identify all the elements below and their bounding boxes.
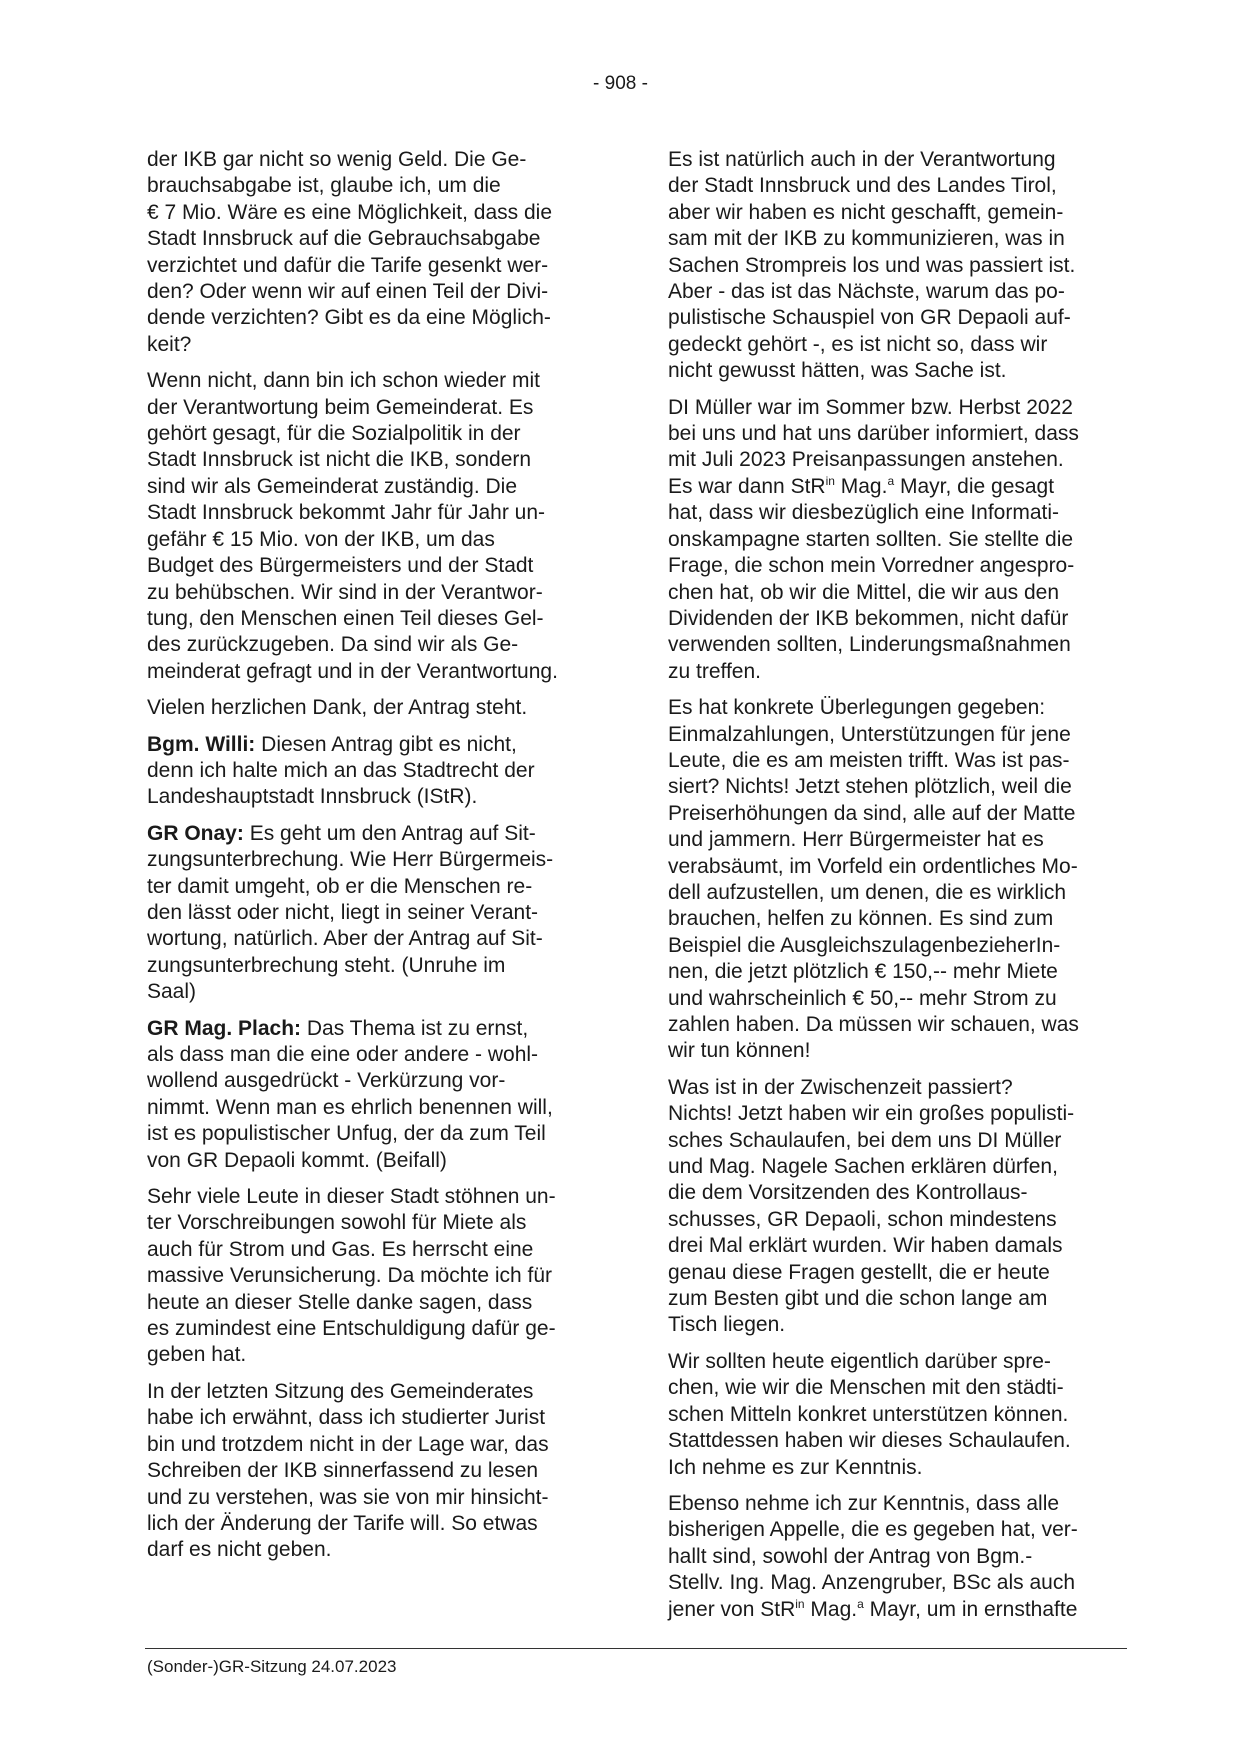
text-run: DI Müller war im Sommer bzw. Herbst 2022 bei uns und hat uns darüber informiert, dass mit Juli 2023 Preisanpassungen anstehen. Es war dann StR	[668, 395, 1079, 498]
speech-text: Diesen Antrag gibt es nicht, denn ich halte mich an das Stadtrecht der Landeshauptstadt Innsbruck (IStR).	[147, 732, 535, 809]
speech-text: Das Thema ist zu ernst, als dass man die eine oder andere - wohl- wollend ausgedrückt - Verkürzung vor- nimmt. Wenn man es ehrlich benennen will, ist es populistischer Unfug, der da zum Teil von GR Depaoli kommt. (Beifall)	[147, 1016, 553, 1172]
speech-gr-onay	[147, 821, 607, 1006]
paragraph: Es hat konkrete Überlegungen gegeben: Einmalzahlungen, Unterstützungen für jene Leute, die es am meisten trifft. Was ist pas- siert? Nichts! Jetzt stehen plötzlich, weil die Preiserhöhungen da sind, alle auf der Matte und jammern. Herr Bürgermeister hat es verabsäumt, im Vorfeld ein ordentliches Mo- dell aufzustellen, um denen, die es wirklich brauchen, helfen zu können. Es sind zum Beispiel die AusgleichszulagenbezieherIn- nen, die jetzt plötzlich € 150,-- mehr Miete und wahrscheinlich € 50,-- mehr Strom zu zahlen haben. Da müssen wir schauen, was wir tun können!	[668, 696, 1079, 1063]
paragraph: Sehr viele Leute in dieser Stadt stöhnen un- ter Vorschreibungen sowohl für Miete als auch für Strom und Gas. Es herrscht eine massive Verunsicherung. Da möchte ich für heute an dieser Stelle danke sagen, dass es zumindest eine Entschuldigung dafür ge- geben hat.	[147, 1185, 556, 1367]
right-column	[668, 147, 1128, 1633]
speaker-name: GR Onay:	[147, 821, 244, 845]
superscript: a	[857, 1596, 864, 1611]
text-run: Mayr, die gesagt hat, dass wir diesbezüglich eine Informati- onskampagne starten sollten. Sie stellte die Frage, die schon mein Vorredner angespro- chen hat, ob wir die Mittel, die wir aus den Dividenden der IKB bekommen, nicht dafür verwenden sollten, Linderungsmaßnahmen zu treffen.	[668, 474, 1075, 683]
paragraph: Was ist in der Zwischenzeit passiert? Nichts! Jetzt haben wir ein großes populisti- sches Schaulaufen, bei dem uns DI Müller und Mag. Nagele Sachen erklären dürfen, die dem Vorsitzenden des Kontrollaus- schusses, GR Depaoli, schon mindestens drei Mal erklärt wurden. Wir haben damals genau diese Fragen gestellt, die er heute zum Besten gibt und die schon lange am Tisch liegen.	[668, 1075, 1075, 1337]
paragraph	[668, 395, 1128, 685]
superscript: a	[887, 473, 895, 488]
page-number: - 908 -	[593, 73, 648, 94]
text-run: Mayr, um in ernsthafte	[863, 1597, 1078, 1621]
paragraph: Wenn nicht, dann bin ich schon wieder mit der Verantwortung beim Gemeinderat. Es gehört gesagt, für die Sozialpolitik in der Stadt Innsbruck ist nicht die IKB, sondern sind wir als Gemeinderat zuständig. Die Stadt Innsbruck bekommt Jahr für Jahr un- gefähr € 15 Mio. von der IKB, um das Budget des Bürgermeisters und der Stadt zu behübschen. Wir sind in der Verantwor- tung, den Menschen einen Teil dieses Gel- des zurückzugeben. Da sind wir als Ge- meinderat gefragt und in der Verantwortung.	[147, 369, 558, 683]
paragraph: der IKB gar nicht so wenig Geld. Die Ge- brauchsabgabe ist, glaube ich, um die € 7 Mio. Wäre es eine Möglichkeit, dass die Stadt Innsbruck auf die Gebrauchsabgabe verzichtet und dafür die Tarife gesenkt wer- den? Oder wenn wir auf einen Teil der Divi- dende verzichten? Gibt es da eine Möglich- keit?	[147, 148, 553, 356]
paragraph: In der letzten Sitzung des Gemeinderates habe ich erwähnt, dass ich studierter Jurist bin und trotzdem nicht in der Lage war, das Schreiben der IKB sinnerfassend zu lesen und zu verstehen, was sie von mir hinsicht- lich der Änderung der Tarife will. So etwas darf es nicht geben.	[147, 1379, 549, 1562]
paragraph: Wir sollten heute eigentlich darüber spre- chen, wie wir die Menschen mit den städti- schen Mitteln konkret unterstützen können. Stattdessen haben wir dieses Schaulaufen. Ich nehme es zur Kenntnis.	[668, 1349, 1071, 1479]
paragraph: Es ist natürlich auch in der Verantwortung der Stadt Innsbruck und des Landes Tirol, aber wir haben es nicht geschafft, gemein- sam mit der IKB zu kommunizieren, was in Sachen Strompreis los und was passiert ist. Aber - das ist das Nächste, warum das po- pulistische Schauspiel von GR Depaoli auf- gedeckt gehört -, es ist nicht so, dass wir nicht gewusst hätten, was Sache ist.	[668, 148, 1076, 383]
speech-text: Es geht um den Antrag auf Sit- zungsunterbrechung. Wie Herr Bürgermeis- ter damit umgeht, ob er die Menschen re- den lässt oder nicht, liegt in seiner Verant- wortung, natürlich. Aber der Antrag auf Sit- zungsunterbrechung steht. (Unruhe im Saal)	[147, 821, 554, 1004]
speech-gr-mag-plach	[147, 1016, 607, 1174]
paragraph	[668, 1491, 1128, 1623]
superscript: in	[795, 1596, 805, 1611]
speech-bgm-willi	[147, 732, 607, 811]
left-column	[147, 147, 607, 1574]
text-run: Mag.	[804, 1597, 858, 1621]
superscript: in	[825, 473, 835, 488]
footer-session-label: (Sonder-)GR-Sitzung 24.07.2023	[147, 1657, 397, 1676]
footer-divider	[145, 1648, 1127, 1649]
paragraph: Vielen herzlichen Dank, der Antrag steht.	[147, 696, 528, 720]
text-run: Mag.	[834, 474, 888, 498]
text-run: Ebenso nehme ich zur Kenntnis, dass alle bisherigen Appelle, die es gegeben hat, ver- hallt sind, sowohl der Antrag von Bgm.- Stellv. Ing. Mag. Anzengruber, BSc als auch jener von StR	[668, 1491, 1078, 1621]
speaker-name: GR Mag. Plach:	[147, 1016, 302, 1040]
speaker-name: Bgm. Willi:	[147, 732, 256, 756]
